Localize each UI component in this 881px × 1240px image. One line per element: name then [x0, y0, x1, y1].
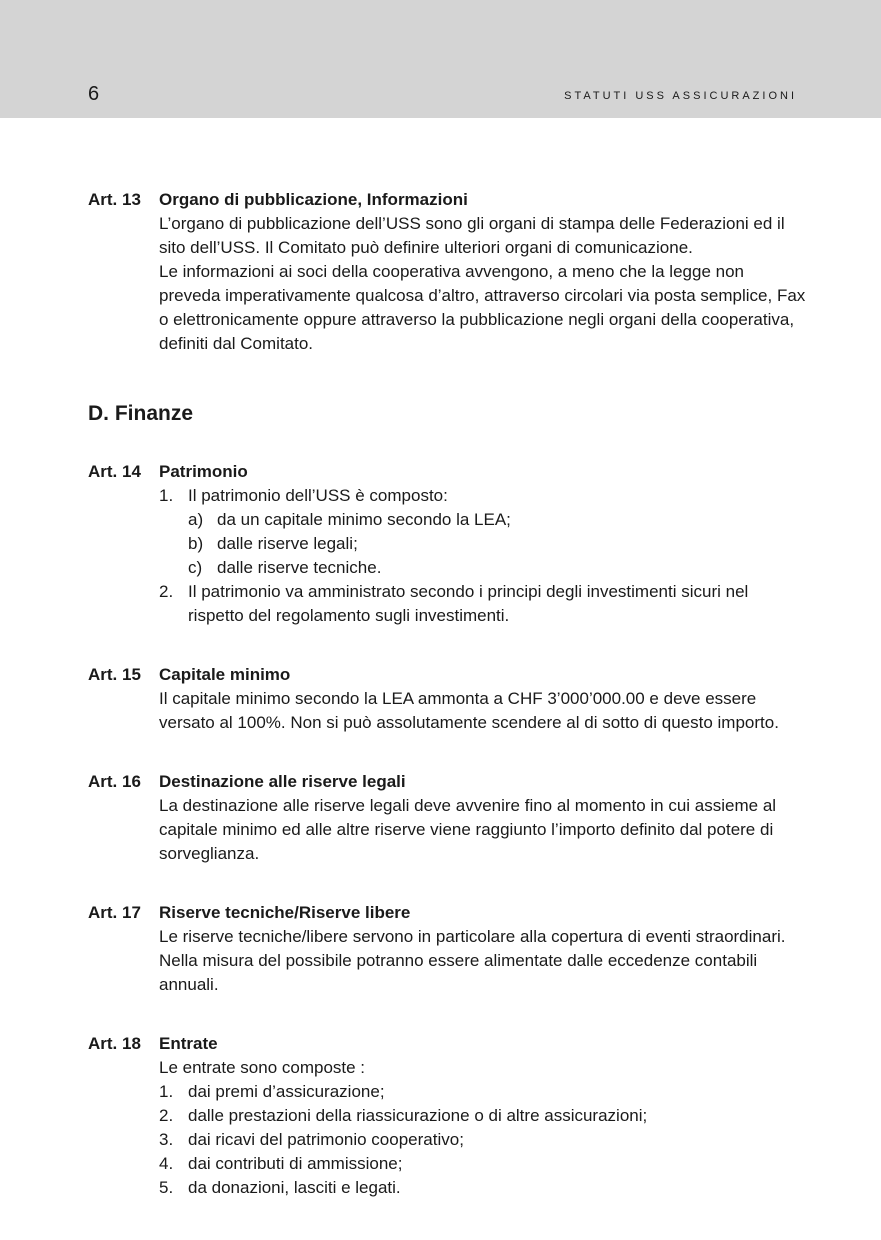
article-title: Organo di pubblicazione, Informazioni: [159, 190, 468, 209]
list-item: 1. Il patrimonio dell’USS è composto:: [159, 486, 448, 505]
list-item: c) dalle riserve tecniche.: [188, 558, 382, 577]
article-17: [88, 901, 808, 997]
article-paragraph: Le riserve tecniche/libere servono in particolare alla copertura di eventi straordinari. Nella misura del possibile potranno essere alimentate dalle eccedenze contabili annuali.: [159, 927, 786, 994]
page-number: 6: [88, 83, 100, 105]
article-paragraph: La destinazione alle riserve legali deve avvenire fino al momento in cui assieme al capitale minimo ed alle altre riserve viene raggiunto l’importo definito dal potere di sorveglianza.: [159, 796, 777, 863]
article-label: Art. 15: [88, 665, 141, 684]
article-label: Art. 16: [88, 772, 141, 791]
article-13: [88, 188, 808, 356]
lettered-list: [188, 508, 808, 580]
article-14: [88, 460, 808, 628]
numbered-list: [159, 1080, 808, 1200]
article-paragraph: Le informazioni ai soci della cooperativa avvengono, a meno che la legge non preveda imperativamente qualcosa d’altro, attraverso circolari via posta semplice, Fax o elettronicamente oppure attraverso la pubblicazione negli organi della cooperativa, definiti dal Comitato.: [159, 262, 806, 353]
section-title: D. Finanze: [88, 402, 194, 425]
list-item: 2. Il patrimonio va amministrato secondo i principi degli investimenti sicuri nel rispetto del regolamento sugli investimenti.: [159, 582, 749, 625]
article-paragraph: Il capitale minimo secondo la LEA ammonta a CHF 3’000’000.00 e deve essere versato al 100%. Non si può assolutamente scendere al di sotto di questo importo.: [159, 689, 779, 732]
list-item: b) dalle riserve legali;: [188, 534, 358, 553]
document-body: [88, 188, 808, 1200]
article-label: Art. 13: [88, 190, 141, 209]
article-15: [88, 663, 808, 735]
numbered-list: [159, 484, 808, 508]
article-18: [88, 1032, 808, 1200]
numbered-list: [159, 580, 808, 628]
list-item: 3. dai ricavi del patrimonio cooperativo;: [159, 1130, 464, 1149]
article-paragraph: Le entrate sono composte :: [159, 1058, 366, 1077]
list-item: 2. dalle prestazioni della riassicurazione o di altre assicurazioni;: [159, 1106, 648, 1125]
article-label: Art. 18: [88, 1034, 141, 1053]
article-title: Entrate: [159, 1034, 218, 1053]
article-title: Destinazione alle riserve legali: [159, 772, 406, 791]
list-item: a) da un capitale minimo secondo la LEA;: [188, 510, 511, 529]
list-item: 5. da donazioni, lasciti e legati.: [159, 1178, 401, 1197]
running-head: STATUTI USS ASSICURAZIONI: [564, 90, 797, 102]
article-16: [88, 770, 808, 866]
article-label: Art. 17: [88, 903, 141, 922]
article-title: Capitale minimo: [159, 665, 291, 684]
page-header: [0, 0, 881, 118]
article-title: Patrimonio: [159, 462, 248, 481]
article-label: Art. 14: [88, 462, 141, 481]
article-paragraph: L’organo di pubblicazione dell’USS sono gli organi di stampa delle Federazioni ed il sito dell’USS. Il Comitato può definire ulteriori organi di comunicazione.: [159, 214, 785, 257]
list-item: 4. dai contributi di ammissione;: [159, 1154, 403, 1173]
article-title: Riserve tecniche/Riserve libere: [159, 903, 411, 922]
list-item: 1. dai premi d’assicurazione;: [159, 1082, 385, 1101]
